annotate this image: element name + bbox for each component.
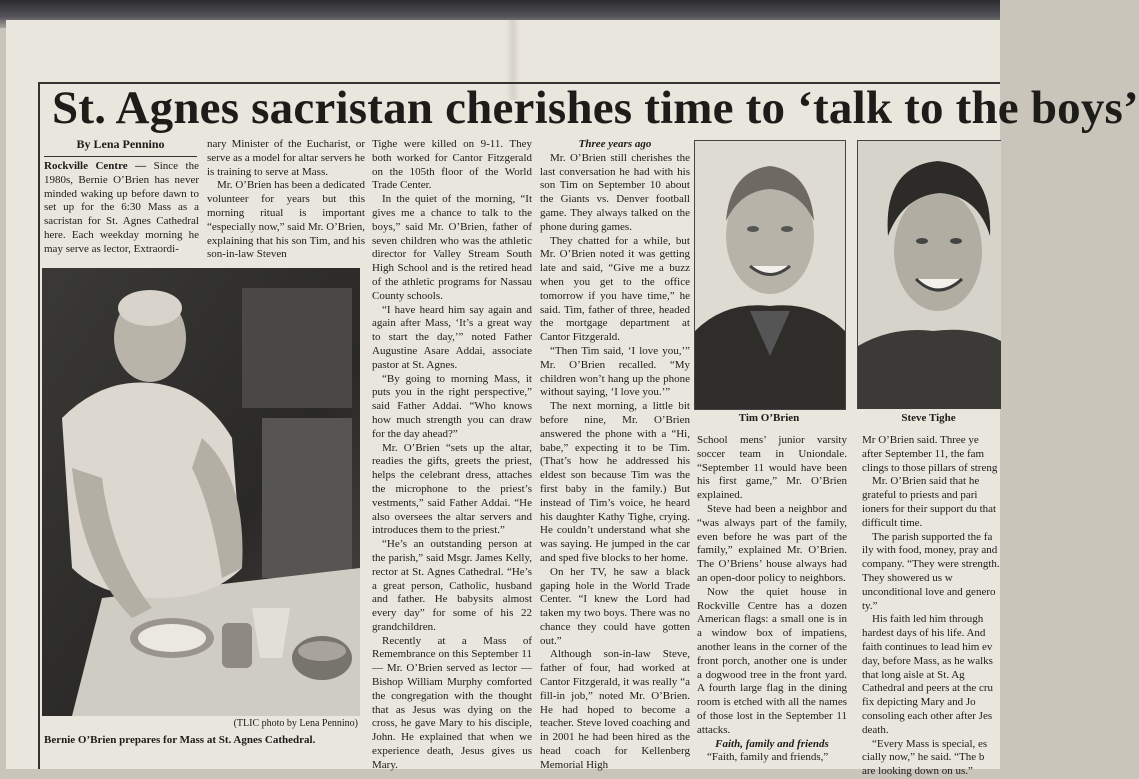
byline: By Lena Pennino [44,137,197,157]
paragraph: Mr O’Brien said. Three ye after September 11, the fam clings to those pillars of streng [862,434,998,474]
paragraph: Mr. O’Brien still cherishes the last conversation he had with his son Tim on September 10 about the Giants vs. Denver football game. They always talked on the phone during games. [540,151,690,233]
portrait-tim-obrien [695,141,845,409]
dateline: Rockville Centre — [44,160,147,172]
paragraph: In the quiet of the morning, “It gives me a chance to talk to the boys,” said Mr. O’Brien, father of seven children who was the athletic director for Valley Stream South High School and is the retired head of the athletic programs for Nassau County schools. [372,193,532,302]
photo-steve-tighe [857,140,1001,409]
article-column-2 [207,138,365,261]
paragraph: Now the quiet house in Rockville Centre has a dozen American flags: a small one is in a window box of impatiens, another leans in the corner of the front porch, another one is under a dogwood tree in the front yard. A fourth large flag in the dining room is etched with all the names of those lost in the September 11 attacks. [697,585,847,736]
article-column-1 [44,160,199,255]
caption-tim-obrien: Tim O’Brien [738,412,800,424]
main-photo [42,268,360,716]
paragraph: “He’s an outstanding person at the parish,” said Msgr. James Kelly, rector at St. Agnes Cathedral. “He’s a great person, Catholic, husband and father. He babysits almost every day” for some of his 22 grandchildren. [372,538,532,633]
paragraph: His faith led him through hardest days of his life. And faith continues to lead him ev day, before Mass, as he walks that long aisle at St. Ag Cathedral and peers at the cru fix depicting Mary and Jo consoling each other after Jes death. [862,613,994,736]
photo-credit: (TLIC photo by Lena Pennino) [233,718,358,729]
paragraph: Mr. O’Brien “sets up the altar, readies the gifts, greets the priest, helps the celebrant dress, attaches the microphone to the priest’s vestments,” said Father Addai. “He also oversees the altar servers and introduces them to the priest.” [372,441,532,537]
paragraph: Tighe were killed on 9-11. They both worked for Cantor Fitzgerald on the 105th floor of the World Trade Center. [372,138,532,192]
paragraph: “Then Tim said, ‘I love you,’” Mr. O’Brien recalled. “My children won’t hang up the phone without saying, ‘I love you.’” [540,344,690,399]
paragraph: “I have heard him say again and again after Mass, ‘It’s a great way to start the day,’” noted Father Augustine Asare Addai, associate pastor at St. Agnes. [372,303,532,371]
article-column-4 [540,138,690,771]
subhead-three-years-ago: Three years ago [578,138,652,150]
paragraph: Mr. O’Brien said that he grateful to priests and pari ioners for their support du that difficult time. [862,475,997,529]
column-1-text: Since the 1980s, Bernie O’Brien has never minded waking up before dawn to set up for the 6:30 Mass as a sacristan for St. Agnes Cathedral here. Each weekday morning he may serve as lector, Extraordi- [44,160,199,255]
paragraph: Recently at a Mass of Remembrance on this September 11 — Mr. O’Brien served as lector — Bishop William Murphy comforted the congregation with the thought that as Jesus was dying on the cross, he gave Mary to his disciple, John. He explained that when we experience death, Jesus gives us Mary. [372,634,532,771]
paragraph: “Every Mass is special, es cially now,” he said. “The b are looking down on us.” [862,737,988,778]
paragraph: The next morning, a little bit before nine, Mr. O’Brien answered the phone with a “Hi, babe,” expecting it to be Tim. (That’s how he addressed his eldest son because Tim was the first baby in the family.) But instead of Tim’s voice, he heard his daughter Kathy Tighe, crying. He couldn’t understand what she was saying. He jumped in the car and sped five blocks to her home. [540,400,690,564]
paragraph: Steve had been a neighbor and “was always part of the family, even before he was part of the family,” explained Mr. O’Brien. The O’Briens’ house always had an open-door policy to neighbors. [697,502,847,584]
photo-bernie-obrien [42,268,360,716]
paragraph: They chatted for a while, but Mr. O’Brien noted it was getting late and said, “Give me a buzz when you get to the office tomorrow if you have time,” he said. Tim, father of three, headed the mortgage department at Cantor Fitzgerald. [540,234,690,344]
photo-caption: Bernie O’Brien prepares for Mass at St. Agnes Cathedral. [44,734,316,746]
headline: St. Agnes sacristan cherishes time to ‘talk to the boys’ [52,82,1139,134]
paragraph: Mr. O’Brien has been a dedicated volunteer for years but this morning ritual is important “especially now,” said Mr. O’Brien, explaining that his son Tim, and his son-in-law Steven [207,179,365,261]
portrait-steve-tighe [858,141,1001,409]
paragraph: “By going to morning Mass, it puts you in the right perspective,” said Father Addai. “Who knows how much strength you can draw for the day ahead?” [372,372,532,440]
caption-steve-tighe: Steve Tighe [901,412,956,424]
left-border-rule [38,82,40,769]
paragraph: On her TV, he saw a black gaping hole in the World Trade Center. “I knew the Lord had taken my two boys. There was no chance they could have gotten out.” [540,565,690,647]
article-column-6 [862,434,1000,778]
article-column-3 [372,138,532,771]
photo-tim-obrien [694,140,846,410]
paragraph: “Faith, family and friends,” [707,751,829,764]
paragraph: The parish supported the fa ily with food, money, pray and company. “They were strength. They showered us w unconditional love and genero ty.” [862,530,1000,612]
column-1-paragraph [44,160,199,257]
paragraph: School mens’ junior varsity soccer team in Uniondale. “September 11 would have been his first game,” Mr. O’Brien explained. [697,434,847,502]
article-column-5 [697,434,847,764]
paragraph: nary Minister of the Eucharist, or serve as a model for altar servers he is training to serve at Mass. [207,138,365,178]
paragraph: Although son-in-law Steve, father of four, had worked at Cantor Fitzgerald, it was really “a fill-in job,” noted Mr. O’Brien. He had hoped to become a teacher. Steve loved coaching and in 2001 he had been hired as the head coach for Kellenberg Memorial High [540,648,690,771]
subhead-faith-family-friends: Faith, family and friends [715,737,829,750]
